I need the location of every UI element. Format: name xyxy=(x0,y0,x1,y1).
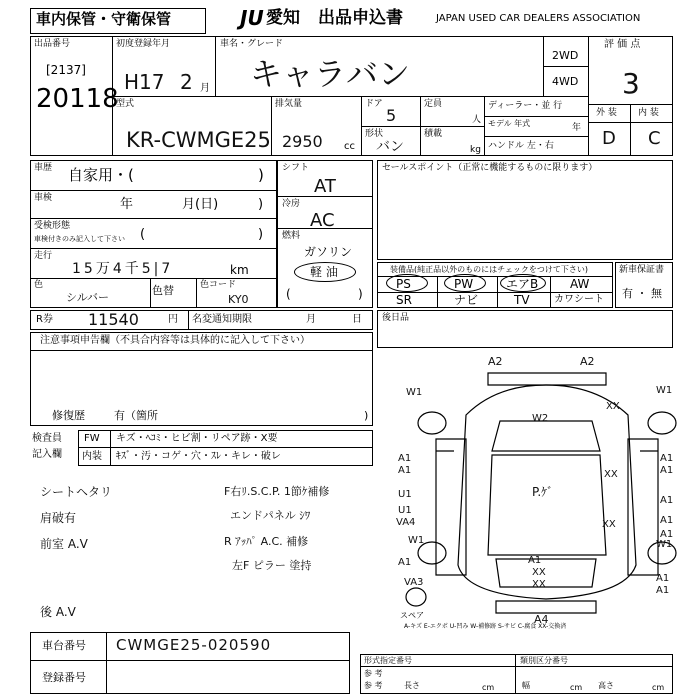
shift-value: AT xyxy=(314,176,336,197)
lot-label: 出品番号 xyxy=(34,39,71,49)
note-pillar: 左F ピラー 塗持 xyxy=(232,559,312,572)
inspection-month: 月(日) xyxy=(182,197,219,212)
exterior-label: 外 装 xyxy=(596,108,617,118)
note-end-panel: エンドパネル ｼﾜ xyxy=(230,509,311,522)
mark-w1-left: W1 xyxy=(406,387,423,398)
interior-grade: C xyxy=(648,128,661,149)
capacity-label: 定員 xyxy=(424,99,443,109)
mark-a1-right-1: A1 xyxy=(660,453,674,464)
chassis-label: 車台番号 xyxy=(42,639,86,652)
recycle-unit: 円 xyxy=(168,314,178,325)
name-change-month: 月 xyxy=(306,314,316,325)
ps-circle-mark xyxy=(386,274,428,292)
airbag-circle-mark xyxy=(500,274,546,292)
first-reg-month: 2 xyxy=(180,70,193,94)
sales-point-label: セールスポイント（正常に機能するものに限ります） xyxy=(382,163,598,173)
ref-label-2: 参 考 xyxy=(364,681,383,690)
dealer-label: ディーラー・並 行 xyxy=(488,101,563,111)
fuel-gasoline: ガソリン xyxy=(304,245,353,259)
displacement-label: 排気量 xyxy=(275,99,303,109)
ju-logo: JU xyxy=(240,6,264,30)
mark-w1-right-rear: W1 xyxy=(656,539,673,550)
interior-label: 内 装 xyxy=(638,108,659,118)
color-change-label: 色替 xyxy=(152,284,174,297)
note-shoulder-tear: 肩破有 xyxy=(40,511,77,525)
mark-w1-right: W1 xyxy=(656,385,673,396)
note-rear-repair: R ｱｯﾊﾟ A.C. 補修 xyxy=(224,535,309,548)
damage-legend: A-キズ E-エクボ U-凹み W-補修跡 S-サビ C-腐食 XX-交換済 xyxy=(404,623,567,630)
car-name-value: キャラバン xyxy=(250,55,411,93)
shift-label: シフト xyxy=(282,163,310,173)
model-value: KR-CWMGE25 xyxy=(126,128,271,152)
equip-tv: TV xyxy=(514,293,530,307)
equip-leather: カワシート xyxy=(554,294,604,305)
width-unit: cm xyxy=(570,683,583,692)
color-code-value: KY0 xyxy=(228,293,249,306)
mileage-unit: km xyxy=(230,263,249,277)
mark-xx-right-rear: XX xyxy=(602,519,616,530)
notes-label: 注意事項申告欄（不具合内容等は具体的に記入して下さい） xyxy=(40,335,310,346)
type-spec-label: 形式指定番号 xyxy=(364,656,412,665)
displacement-unit: cc xyxy=(344,141,355,152)
later-date-box xyxy=(377,310,673,348)
mark-a1-right-2: A1 xyxy=(660,465,674,476)
history-value: 自家用・( xyxy=(68,166,134,184)
width-label: 幅 xyxy=(522,681,530,690)
form-title: 出品申込書 xyxy=(318,8,403,28)
load-label: 積載 xyxy=(424,129,443,139)
model-label: 型式 xyxy=(116,99,135,109)
mark-a1-right-rear: A1 xyxy=(656,573,670,584)
ref-label-1: 参 考 xyxy=(364,669,383,678)
mark-w2-hood: W2 xyxy=(532,413,549,424)
equip-pw: PW xyxy=(454,277,474,291)
mark-a1-right-5: A1 xyxy=(660,529,674,540)
score-label: 評 価 点 xyxy=(604,39,641,50)
inspector-interior-tag: 内装 xyxy=(82,451,102,462)
received-close: ) xyxy=(258,227,264,242)
capacity-unit: 人 xyxy=(472,115,482,125)
repair-close: ) xyxy=(364,409,369,422)
inspection-label: 車検 xyxy=(34,193,53,203)
model-year-unit: 年 xyxy=(572,123,582,133)
name-change-day: 日 xyxy=(352,314,362,325)
pw-circle-mark xyxy=(444,274,486,292)
mark-a1-right-3: A1 xyxy=(660,495,674,506)
first-reg-label: 初度登録年月 xyxy=(116,39,171,49)
note-front-room: 前室 A.V xyxy=(40,537,88,551)
note-seat-sag: シートヘタリ xyxy=(40,485,113,499)
repair-value: 有（箇所 xyxy=(114,409,158,422)
fuel-diesel: 軽 油 xyxy=(310,265,338,279)
color-code-label: 色コード xyxy=(200,280,237,290)
plate-label: 登録番号 xyxy=(42,671,86,684)
received-open: ( xyxy=(140,227,146,242)
length-label: 長さ xyxy=(404,681,420,690)
inspector-interior-options: ｷｽﾞ・汚・コゲ・穴・ｽﾚ・キレ・破レ xyxy=(116,451,281,462)
first-reg-unit: 月 xyxy=(200,83,210,94)
spare-label: スペア xyxy=(400,611,424,620)
equip-airbag: エアB xyxy=(506,277,539,291)
color-value: シルバー xyxy=(66,291,109,304)
mileage-label: 走行 xyxy=(34,251,53,261)
length-unit: cm xyxy=(482,683,495,692)
mark-a1-left-2: A1 xyxy=(398,465,412,476)
height-unit: cm xyxy=(652,683,665,692)
org-name: 愛知 xyxy=(266,8,300,28)
equipment-label: 装備品(純正品以外のものにはチェックをつけて下さい) xyxy=(390,265,588,274)
height-label: 高さ xyxy=(598,681,614,690)
mark-a1-right-rear-2: A1 xyxy=(656,585,670,596)
inspector-label: 検査員 xyxy=(32,433,62,444)
displacement-value: 2950 xyxy=(282,132,323,151)
inspection-year: 年 xyxy=(120,197,134,212)
mark-u1-left-2: U1 xyxy=(398,505,412,516)
score-value: 3 xyxy=(622,67,640,100)
mark-roof-pe: P.ｹﾞ xyxy=(532,485,554,499)
doors-label: ドア xyxy=(365,99,383,109)
history-close: ) xyxy=(258,166,264,184)
drive-4wd: 4WD xyxy=(552,75,579,88)
received-note: 車検付きのみ記入して下さい xyxy=(34,235,125,243)
inspector-exterior-options: キズ・ﾍｺﾐ・ヒビ割・リペア跡・X要 xyxy=(116,433,278,444)
later-date-label: 後日品 xyxy=(382,313,410,323)
color-label: 色 xyxy=(34,280,44,290)
recycle-label: R券 xyxy=(36,314,53,325)
org-english: JAPAN USED CAR DEALERS ASSOCIATION xyxy=(436,13,641,24)
mark-a4-rear-bumper: A4 xyxy=(534,613,549,626)
name-change-label: 名変通知期限 xyxy=(192,314,252,325)
mark-xx-tailgate: XX xyxy=(532,567,546,578)
mark-a2-front-right: A2 xyxy=(580,355,595,368)
mark-va3: VA3 xyxy=(404,577,424,588)
mark-a1-left-rear: A1 xyxy=(398,557,412,568)
note-rear-av: 後 A.V xyxy=(40,605,76,619)
first-reg-year: H17 xyxy=(124,70,165,94)
fuel-close: ) xyxy=(358,287,363,301)
shape-value: バン xyxy=(376,139,404,155)
mark-a1-right-4: A1 xyxy=(660,515,674,526)
mark-w1-left-rear: W1 xyxy=(408,535,425,546)
doors-value: 5 xyxy=(386,106,397,125)
warranty-label: 新車保証書 xyxy=(619,265,665,275)
mark-a1-left-1: A1 xyxy=(398,453,412,464)
equip-ps: PS xyxy=(396,277,411,291)
mark-xx-right-side: XX xyxy=(604,469,618,480)
lot-number: 20118 xyxy=(36,84,119,114)
load-unit: kg xyxy=(470,145,481,155)
exterior-grade: D xyxy=(602,128,616,149)
history-label: 車歴 xyxy=(34,163,53,173)
note-front-repair: F右ﾘ.S.C.P. 1節ｹ補修 xyxy=(224,485,330,498)
mark-xx-right-front: XX xyxy=(606,401,620,412)
mark-va4: VA4 xyxy=(396,517,416,528)
storage-label: 車内保管・守衛保管 xyxy=(36,10,172,28)
class-label: 類別区分番号 xyxy=(520,656,568,665)
lot-bracket: [2137] xyxy=(46,63,86,77)
car-name-label: 車名・グレード xyxy=(220,39,284,49)
equip-sr: SR xyxy=(396,293,412,307)
inspection-close: ) xyxy=(258,197,264,212)
inspector-fw-tag: FW xyxy=(84,433,100,444)
ac-label: 冷房 xyxy=(282,199,301,209)
recycle-value: 11540 xyxy=(88,310,139,329)
drive-2wd: 2WD xyxy=(552,49,579,62)
handle-label: ハンドル 左・右 xyxy=(488,141,554,151)
equip-aw: AW xyxy=(570,277,590,291)
equip-navi: ナビ xyxy=(454,293,479,307)
received-label: 受検形態 xyxy=(34,221,71,231)
chassis-value: CWMGE25-020590 xyxy=(116,636,272,654)
mark-a2-front-left: A2 xyxy=(488,355,503,368)
fuel-label: 燃料 xyxy=(282,231,301,241)
mark-a1-rear-window: A1 xyxy=(528,555,542,566)
mileage-value: 15万4千5|7 xyxy=(72,261,174,277)
warranty-options: 有 ・ 無 xyxy=(622,287,662,300)
ac-value: AC xyxy=(310,210,335,231)
model-year-label: モデル 年式 xyxy=(488,119,531,128)
fuel-open: ( xyxy=(286,287,291,301)
shape-label: 形状 xyxy=(365,129,384,139)
mark-u1-left: U1 xyxy=(398,489,412,500)
repair-label: 修復歴 xyxy=(52,409,85,422)
sales-point-box xyxy=(377,160,673,260)
inspector-entry-label: 記入欄 xyxy=(32,449,62,460)
mark-xx-rear: XX xyxy=(532,579,546,590)
